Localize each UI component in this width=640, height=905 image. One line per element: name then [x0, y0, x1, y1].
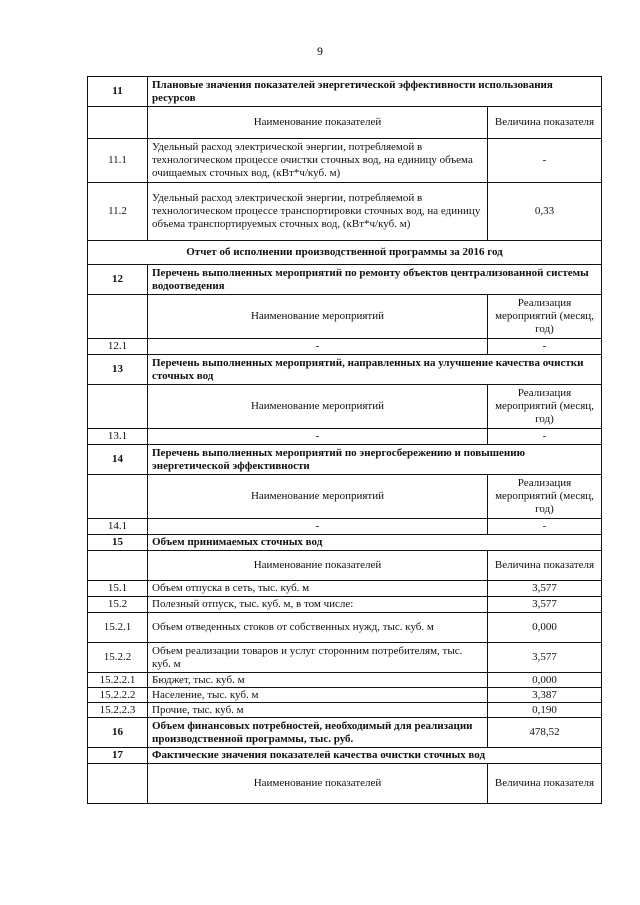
row-name: -: [148, 429, 488, 445]
row-value: 3,577: [488, 581, 602, 597]
row-number: 15.2.2: [88, 643, 148, 673]
column-header-value: Реализация мероприятий (месяц, год): [488, 385, 602, 429]
section-number: 16: [88, 718, 148, 748]
row-number: 11.2: [88, 183, 148, 241]
row-number: 15.2.2.2: [88, 688, 148, 703]
row-number: 15.1: [88, 581, 148, 597]
column-header-value: Реализация мероприятий (месяц, год): [488, 295, 602, 339]
section-title: Перечень выполненных мероприятий, направленных на улучшение качества очистки сточных вод: [148, 355, 602, 385]
section-number: 12: [88, 265, 148, 295]
column-header-name: Наименование показателей: [148, 551, 488, 581]
section-15-row: [88, 535, 602, 551]
section-12-row: [88, 265, 602, 295]
table-row: [88, 673, 602, 688]
row-value: 0,33: [488, 183, 602, 241]
section-number: 17: [88, 748, 148, 764]
section-number: 11: [88, 77, 148, 107]
row-name: -: [148, 519, 488, 535]
section-number: 15: [88, 535, 148, 551]
column-header-name: Наименование мероприятий: [148, 475, 488, 519]
section-title: Объем принимаемых сточных вод: [148, 535, 602, 551]
table-row: [88, 139, 602, 183]
column-header-name: Наименование показателей: [148, 764, 488, 804]
row-number: 15.2.2.1: [88, 673, 148, 688]
column-header-row: [88, 295, 602, 339]
row-value: 3,387: [488, 688, 602, 703]
row-name: Удельный расход электрической энергии, потребляемой в технологическом процессе очистки сточных вод, на единицу объема очищаемых сточных вод, (кВт*ч/куб. м): [148, 139, 488, 183]
section-title: Перечень выполненных мероприятий по ремонту объектов централизованной системы водоотведения: [148, 265, 602, 295]
section-title: Плановые значения показателей энергетической эффективности использования ресурсов: [148, 77, 602, 107]
report-heading-row: [88, 241, 602, 265]
page-number: 9: [317, 44, 323, 58]
row-number: 15.2: [88, 597, 148, 613]
section-title: Фактические значения показателей качества очистки сточных вод: [148, 748, 602, 764]
section-17-row: [88, 748, 602, 764]
row-number: 15.2.1: [88, 613, 148, 643]
row-number: 11.1: [88, 139, 148, 183]
row-number: 13.1: [88, 429, 148, 445]
section-16-row: [88, 718, 602, 748]
row-name: Полезный отпуск, тыс. куб. м, в том числе:: [148, 597, 488, 613]
table-row: [88, 519, 602, 535]
row-value: -: [488, 519, 602, 535]
row-value: 3,577: [488, 643, 602, 673]
row-name: -: [148, 339, 488, 355]
section-number: 13: [88, 355, 148, 385]
section-11-row: [88, 77, 602, 107]
row-value: 0,000: [488, 613, 602, 643]
column-header-row: [88, 475, 602, 519]
row-value: -: [488, 139, 602, 183]
row-name: Объем отпуска в сеть, тыс. куб. м: [148, 581, 488, 597]
row-value: -: [488, 339, 602, 355]
column-header-value: Величина показателя: [488, 107, 602, 139]
column-header-value: Реализация мероприятий (месяц, год): [488, 475, 602, 519]
section-value: 478,52: [488, 718, 602, 748]
table-row: [88, 183, 602, 241]
row-number: 15.2.2.3: [88, 703, 148, 718]
column-header-row: [88, 551, 602, 581]
row-name: Объем отведенных стоков от собственных нужд, тыс. куб. м: [148, 613, 488, 643]
column-header-row: [88, 385, 602, 429]
column-header-value: Величина показателя: [488, 764, 602, 804]
production-program-table: [87, 76, 602, 804]
row-value: 0,190: [488, 703, 602, 718]
table-row: [88, 703, 602, 718]
column-header-name: Наименование показателей: [148, 107, 488, 139]
table-row: [88, 688, 602, 703]
section-title: Перечень выполненных мероприятий по энергосбережению и повышению энергетической эффективности: [148, 445, 602, 475]
section-title: Объем финансовых потребностей, необходимый для реализации производственной программы, тыс. руб.: [148, 718, 488, 748]
row-name: Удельный расход электрической энергии, потребляемой в технологическом процессе транспортировки сточных вод, на единицу объема транспортируемых сточных вод, (кВт*ч/куб. м): [148, 183, 488, 241]
row-value: -: [488, 429, 602, 445]
table-row: [88, 339, 602, 355]
row-name: Прочие, тыс. куб. м: [148, 703, 488, 718]
table-row: [88, 643, 602, 673]
table-row: [88, 613, 602, 643]
row-name: Бюджет, тыс. куб. м: [148, 673, 488, 688]
table-row: [88, 429, 602, 445]
column-header-row: [88, 764, 602, 804]
row-number: 12.1: [88, 339, 148, 355]
column-header-value: Величина показателя: [488, 551, 602, 581]
row-name: Объем реализации товаров и услуг сторонним потребителям, тыс. куб. м: [148, 643, 488, 673]
row-value: 0,000: [488, 673, 602, 688]
column-header-name: Наименование мероприятий: [148, 295, 488, 339]
section-13-row: [88, 355, 602, 385]
row-number: 14.1: [88, 519, 148, 535]
section-14-row: [88, 445, 602, 475]
column-header-name: Наименование мероприятий: [148, 385, 488, 429]
column-header-row: [88, 107, 602, 139]
section-number: 14: [88, 445, 148, 475]
row-name: Население, тыс. куб. м: [148, 688, 488, 703]
report-title: Отчет об исполнении производственной программы за 2016 год: [88, 241, 602, 265]
table-row: [88, 597, 602, 613]
row-value: 3,577: [488, 597, 602, 613]
table-row: [88, 581, 602, 597]
